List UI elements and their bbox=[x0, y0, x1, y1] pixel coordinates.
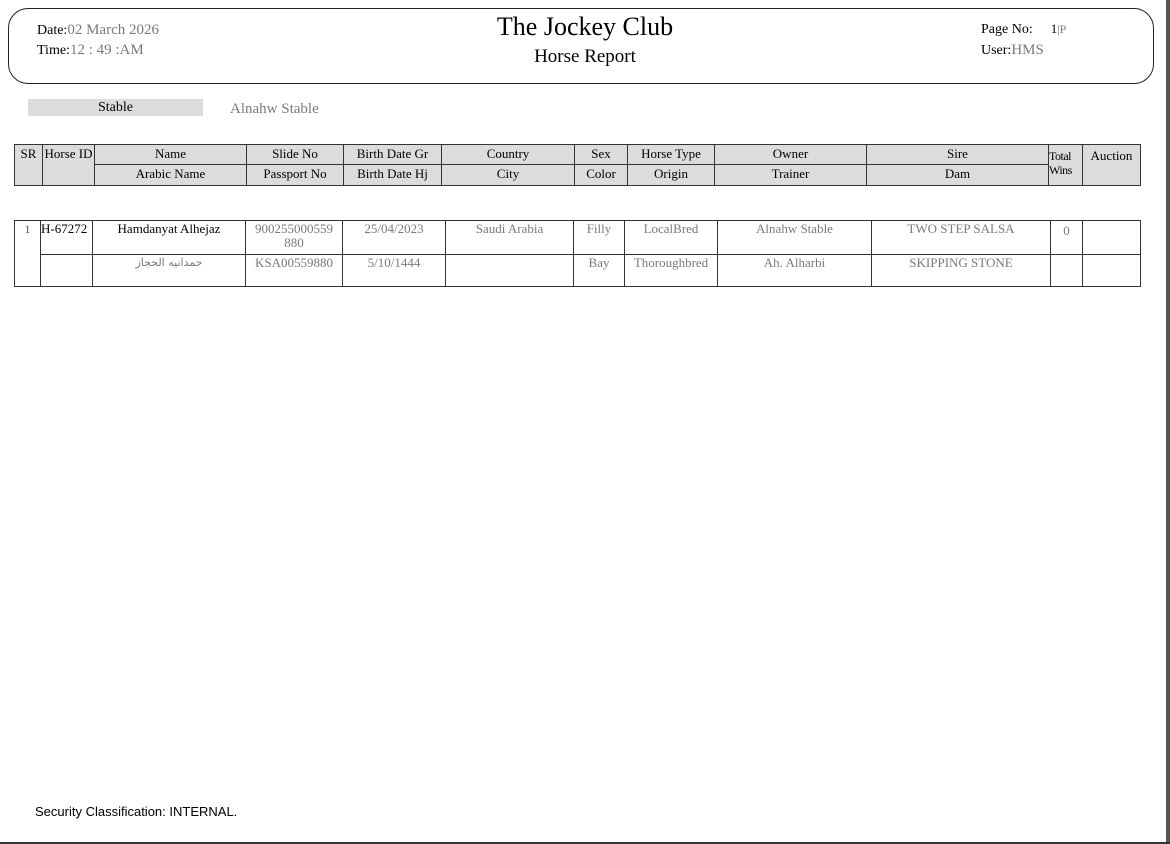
cell-passport-no: KSA00559880 bbox=[246, 255, 343, 287]
cell-horse-id-2 bbox=[41, 255, 93, 287]
col-header-birth-date-gr: Birth Date Gr bbox=[344, 145, 442, 165]
cell-horse-type: LocalBred bbox=[625, 221, 718, 255]
col-header-country: Country bbox=[442, 145, 575, 165]
cell-horse-id: H-67272 bbox=[41, 221, 93, 255]
col-header-birth-date-hj: Birth Date Hj bbox=[344, 165, 442, 186]
col-header-name: Name bbox=[95, 145, 247, 165]
time-value: 12 : 49 :AM bbox=[69, 42, 144, 58]
time-label: Time: bbox=[37, 43, 70, 58]
cell-origin: Thoroughbred bbox=[625, 255, 718, 287]
cell-dam: SKIPPING STONE bbox=[872, 255, 1051, 287]
report-title: The Jockey Club bbox=[496, 12, 674, 41]
col-header-arabic-name: Arabic Name bbox=[95, 165, 247, 186]
cell-owner: Alnahw Stable bbox=[718, 221, 872, 255]
stable-label: Stable bbox=[28, 99, 203, 116]
col-header-trainer: Trainer bbox=[715, 165, 867, 186]
page-value: 1 bbox=[1050, 21, 1058, 36]
cell-auction bbox=[1083, 221, 1141, 255]
security-classification: Security Classification: INTERNAL. bbox=[35, 804, 238, 819]
cell-birth-date-hj: 5/10/1444 bbox=[343, 255, 446, 287]
report-subtitle: Horse Report bbox=[534, 46, 636, 67]
cell-total-wins-2 bbox=[1051, 255, 1083, 287]
user-label: User: bbox=[981, 43, 1012, 58]
col-header-horse-type: Horse Type bbox=[628, 145, 715, 165]
col-header-sex: Sex bbox=[575, 145, 628, 165]
table-row bbox=[15, 221, 1141, 255]
col-header-color: Color bbox=[575, 165, 628, 186]
col-header-dam: Dam bbox=[867, 165, 1049, 186]
cell-total-wins: 0 bbox=[1051, 221, 1083, 255]
col-header-owner: Owner bbox=[715, 145, 867, 165]
table-row bbox=[15, 255, 1141, 287]
col-header-horse-id: Horse ID bbox=[43, 145, 95, 186]
cell-country: Saudi Arabia bbox=[446, 221, 574, 255]
cell-sr: 1 bbox=[15, 221, 41, 287]
cell-sex: Filly bbox=[574, 221, 625, 255]
cell-trainer: Ah. Alharbi bbox=[718, 255, 872, 287]
cell-birth-date-gr: 25/04/2023 bbox=[343, 221, 446, 255]
page-number-field bbox=[981, 21, 1066, 38]
cell-color: Bay bbox=[574, 255, 625, 287]
cell-sire: TWO STEP SALSA bbox=[872, 221, 1051, 255]
col-header-sire: Sire bbox=[867, 145, 1049, 165]
col-header-total: Total bbox=[1049, 149, 1071, 163]
user-value: HMS bbox=[1011, 42, 1044, 58]
page-label: Page No: bbox=[981, 22, 1033, 37]
col-header-origin: Origin bbox=[628, 165, 715, 186]
cell-arabic-name: حمدانيه الحجاز bbox=[93, 255, 246, 287]
stable-value: Alnahw Stable bbox=[230, 101, 319, 117]
col-header-city: City bbox=[442, 165, 575, 186]
page-suffix: |P bbox=[1057, 22, 1067, 36]
cell-auction-2 bbox=[1083, 255, 1141, 287]
page-edge bbox=[1166, 0, 1170, 844]
cell-city bbox=[446, 255, 574, 287]
col-header-sr: SR bbox=[15, 145, 43, 186]
horse-data-table bbox=[14, 220, 1141, 287]
col-header-slide-no: Slide No bbox=[247, 145, 344, 165]
date-label: Date: bbox=[37, 23, 68, 38]
cell-slide-no: 900255000559 880 bbox=[246, 221, 343, 255]
col-header-passport-no: Passport No bbox=[247, 165, 344, 186]
user-field bbox=[981, 42, 1044, 59]
date-value: 02 March 2026 bbox=[67, 22, 159, 38]
col-header-total-wins bbox=[1049, 145, 1083, 186]
cell-name: Hamdanyat Alhejaz bbox=[93, 221, 246, 255]
col-header-wins: Wins bbox=[1049, 163, 1072, 177]
column-header-table bbox=[14, 144, 1141, 186]
col-header-auction: Auction bbox=[1083, 145, 1141, 186]
